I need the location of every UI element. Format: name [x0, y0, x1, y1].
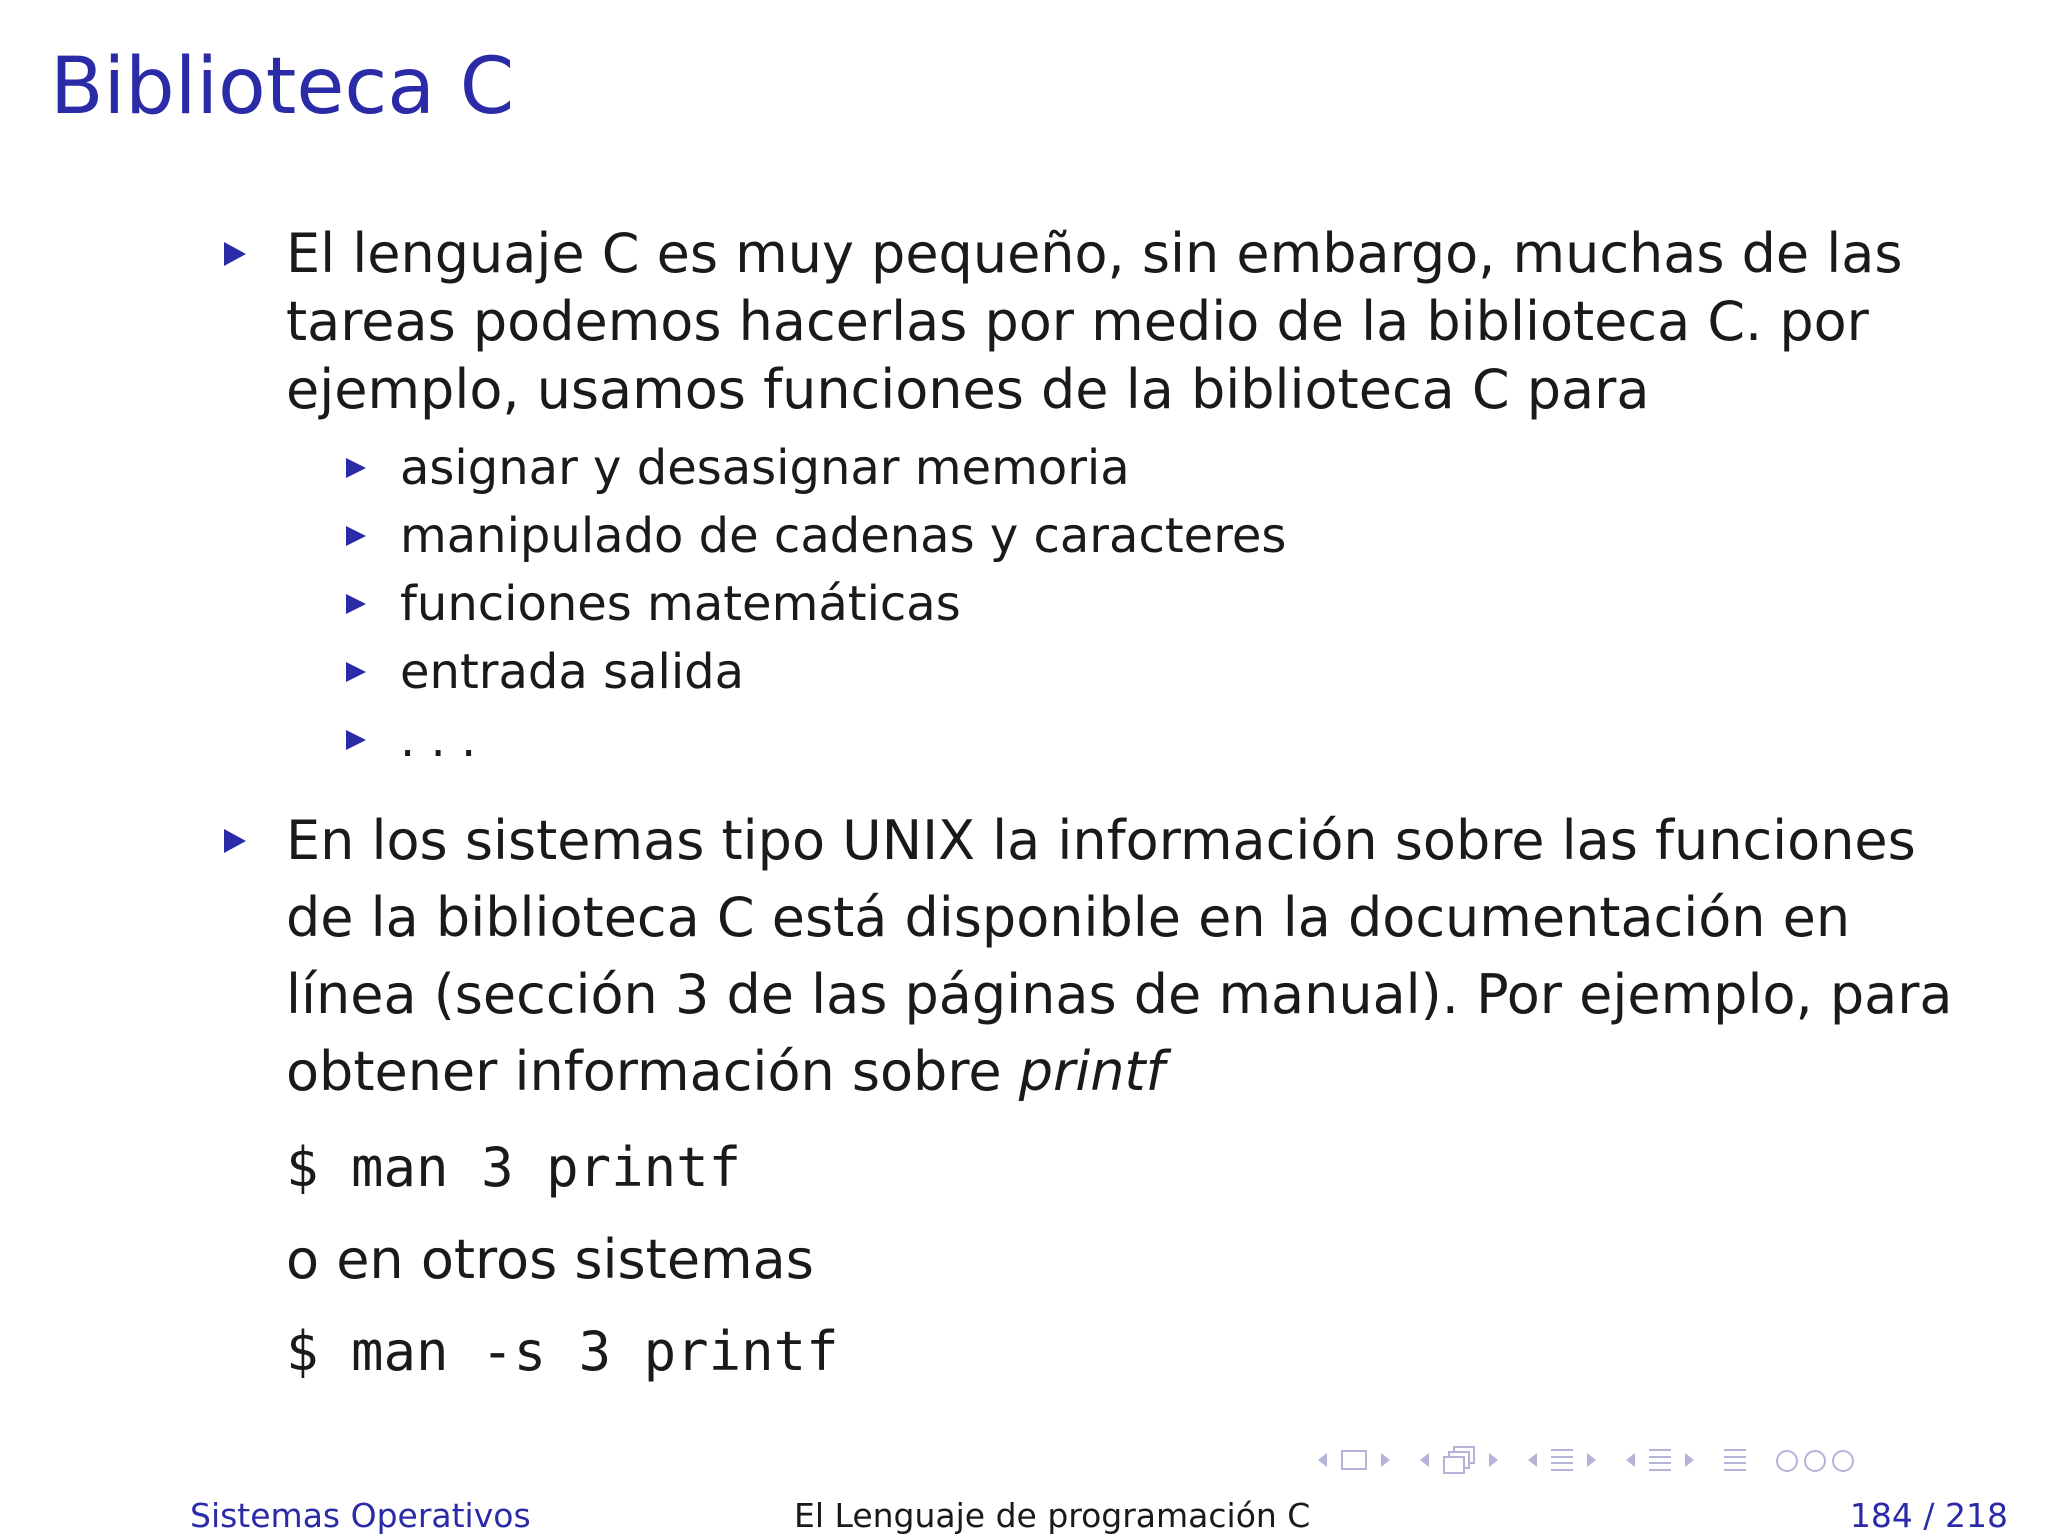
- sub-bullet-text: funciones matemáticas: [400, 576, 961, 632]
- bullet-item: [220, 220, 1903, 424]
- bullet-line: ejemplo, usamos funciones de la biblioteca C para: [286, 358, 1650, 421]
- beamer-navigation-bar: [1318, 1440, 1856, 1480]
- shell-command: $ man -s 3 printf: [286, 1320, 839, 1383]
- bullet-line: [286, 1033, 1900, 1110]
- sub-bullet-item: [344, 502, 1900, 570]
- sub-bullet-list: [344, 434, 1900, 774]
- nav-next-section-icon[interactable]: [1587, 1453, 1596, 1467]
- nav-section-group: [1528, 1449, 1596, 1471]
- sub-bullet-text: . . .: [400, 712, 477, 768]
- nav-toc-group: [1724, 1449, 1746, 1471]
- nav-prev-document-icon[interactable]: [1626, 1453, 1635, 1467]
- bullet-line-text: obtener información sobre: [286, 1040, 1019, 1103]
- sub-bullet-text: manipulado de cadenas y caracteres: [400, 508, 1287, 564]
- sub-bullet-item: [344, 434, 1900, 502]
- shell-command: $ man 3 printf: [286, 1136, 742, 1199]
- nav-prev-subsection-icon[interactable]: [1420, 1453, 1429, 1467]
- bullet-line: El lenguaje C es muy pequeño, sin embargo, muchas de las: [286, 222, 1903, 285]
- nav-document-group: [1626, 1449, 1694, 1471]
- nav-prev-frame-icon[interactable]: [1318, 1453, 1327, 1467]
- bullet-line: línea (sección 3 de las páginas de manual). Por ejemplo, para: [286, 963, 1953, 1026]
- nav-subsection-icon[interactable]: [1443, 1446, 1475, 1474]
- bullet-line: de la biblioteca C está disponible en la documentación en: [286, 886, 1851, 949]
- sub-bullet-triangle-icon: [346, 458, 366, 478]
- footer-presentation-title: El Lenguaje de programación C: [794, 1496, 1311, 1535]
- bullet-item: [220, 802, 1953, 1110]
- slide-title: Biblioteca C: [50, 42, 515, 132]
- nav-prev-section-icon[interactable]: [1528, 1453, 1537, 1467]
- sub-bullet-triangle-icon: [346, 730, 366, 750]
- footer-course-name: Sistemas Operativos: [190, 1496, 531, 1535]
- nav-frame-group: [1318, 1450, 1390, 1470]
- paragraph-text: o en otros sistemas: [286, 1228, 814, 1291]
- sub-bullet-item: [344, 570, 1900, 638]
- nav-search-icon[interactable]: [1776, 1446, 1856, 1474]
- bullet-line: tareas podemos hacerlas por medio de la biblioteca C. por: [286, 290, 1869, 353]
- nav-section-icon[interactable]: [1551, 1449, 1573, 1471]
- sub-bullet-item: [344, 638, 1900, 706]
- footer-page-number: 184 / 218: [1849, 1496, 2008, 1535]
- bullet-triangle-icon: [224, 829, 246, 853]
- sub-bullet-text: entrada salida: [400, 644, 745, 700]
- bullet-line: En los sistemas tipo UNIX la información sobre las funciones: [286, 809, 1916, 872]
- sub-bullet-triangle-icon: [346, 662, 366, 682]
- nav-frame-icon[interactable]: [1341, 1450, 1367, 1470]
- sub-bullet-triangle-icon: [346, 594, 366, 614]
- nav-subsection-group: [1420, 1446, 1498, 1474]
- nav-document-icon[interactable]: [1649, 1449, 1671, 1471]
- sub-bullet-text: asignar y desasignar memoria: [400, 440, 1130, 496]
- bullet-triangle-icon: [224, 242, 246, 266]
- nav-next-document-icon[interactable]: [1685, 1453, 1694, 1467]
- nav-toc-icon[interactable]: [1724, 1449, 1746, 1471]
- emphasized-function-name: printf: [1018, 1040, 1165, 1103]
- sub-bullet-triangle-icon: [346, 526, 366, 546]
- nav-next-frame-icon[interactable]: [1381, 1453, 1390, 1467]
- sub-bullet-item: [344, 706, 1900, 774]
- slide-content: [220, 220, 1953, 1386]
- nav-next-subsection-icon[interactable]: [1489, 1453, 1498, 1467]
